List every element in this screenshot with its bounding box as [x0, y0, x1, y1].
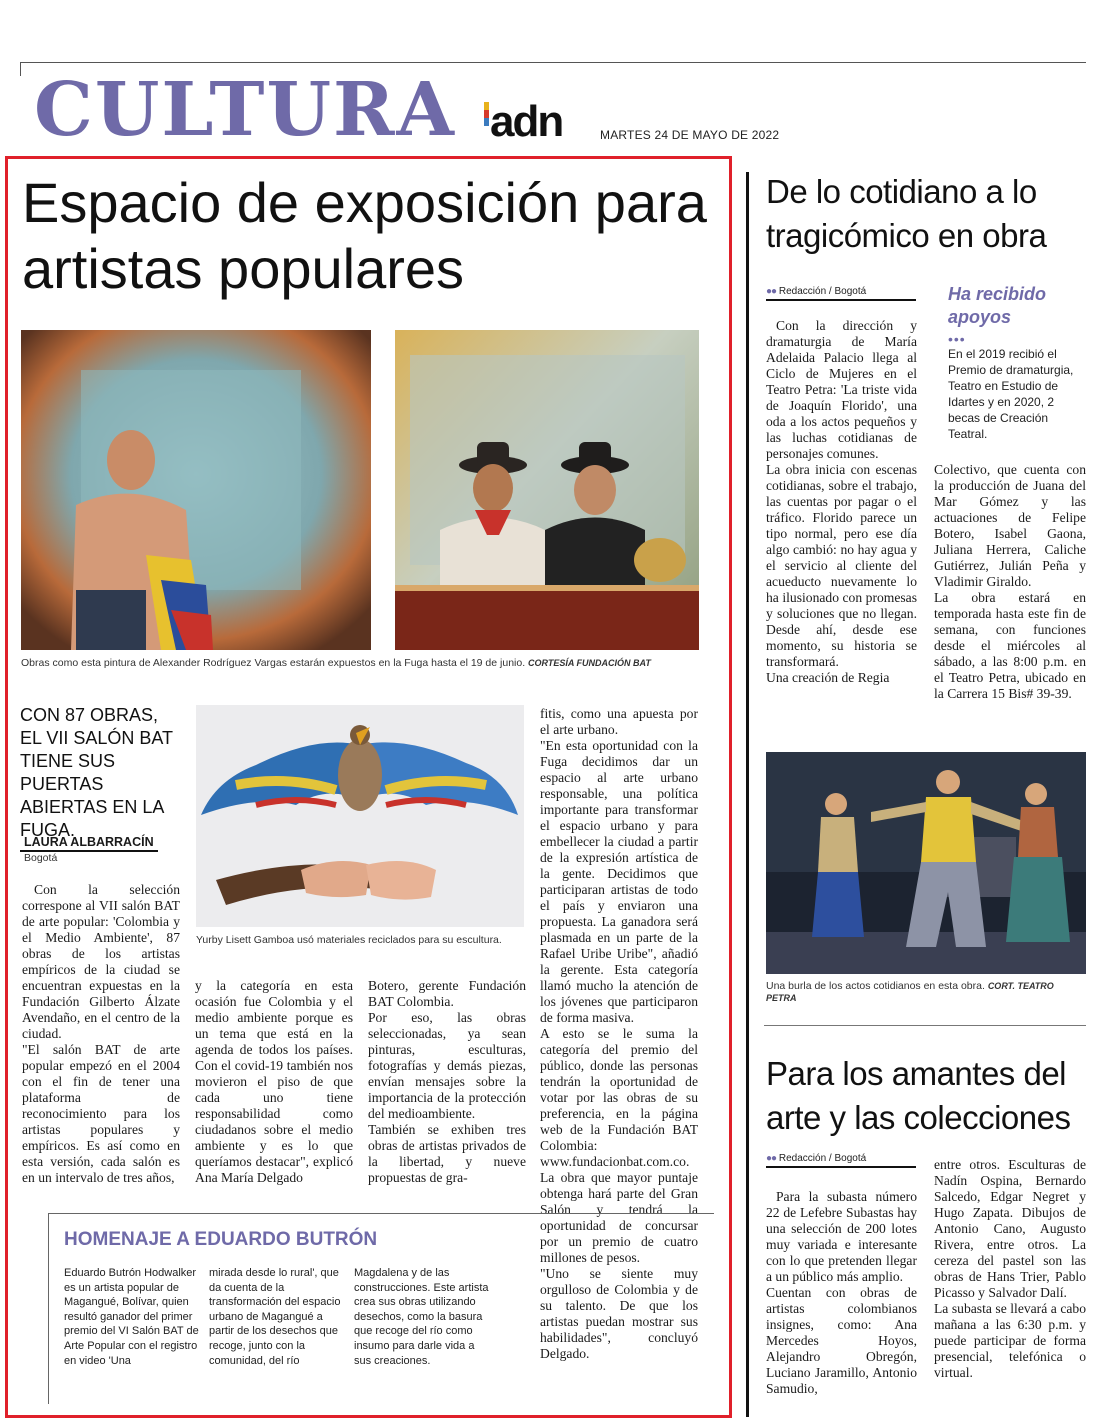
top-rule	[20, 62, 1086, 63]
column-divider	[746, 172, 749, 1417]
theater-column-b: Colectivo, que cuenta con la producción de Juana del Mar Gómez y las actuaciones de Felipe Botero, Isabel Gaona, Juliana Herrera, Caliche Gutiérrez, Julián Peña y Vladimir Giraldo. La obra estará en temporada hasta este fin de semana, con funciones desde el miércoles al sábado, a las 8:00 p.m. en el Teatro Petra, ubicado en la Carrera 15 Bis# 39-39.	[934, 462, 1086, 701]
awards-sidebar-text: En el 2019 recibió el Premio de dramaturgia, Teatro en Estudio de Idartes y en 2020, 2 becas de Creación Teatral.	[948, 347, 1074, 441]
theater-photo	[766, 752, 1086, 974]
article-column-4: fitis, como una apuesta por el arte urbano. "En esta oportunidad con la Fuga decidimos dar un espacio al arte urbano responsable, una política importante para transformar el espacio urbano y para embellecer la ciudad a partir de la expresión artística de la gente. Decidimos que participaran artistas de todo el país y enviaron una propuesta. La ganadora será plasmada en un parte de la Rafael Uribe Uribe", añadió la gerente. Esta categoría llamó mucho la atención de los jóvenes que participaron de forma masiva. A esto se le suma la categoría del premio del público, donde las personas tendrán la oportunidad de votar por las obras de su preferencia, en la página web de la Fundación BAT Colombia: www.fundacionbat.com.co. La obra que mayor puntaje obtenga hará parte del Gran Salón y tendrá la oportunidad de concursar por un premio de cuatro millones de pesos. "Uno se siente muy orgulloso de Colombia y de su talento. De que los artistas puedan mostrar sus habilidades", concluyó Delgado.	[540, 706, 698, 1361]
article-column-2: y la categoría en esta ocasión fue Colombia y el medio ambiente porque es un tema que está en la agenda de todos los países. Con el covid-19 también nos movieron el piso de que cada uno tiene responsabilidad como ciudadanos sobre el medio ambiente y es lo que queríamos destacar", explicó Ana María Delgado	[195, 978, 353, 1185]
byline-dots-icon-2: ●●	[766, 1153, 777, 1164]
top-rule-tick	[20, 62, 21, 76]
theater-caption	[766, 980, 1086, 1004]
theater-headline: De lo cotidiano a lo tragicómico en obra	[766, 173, 1047, 254]
auction-column-b: entre otros. Esculturas de Nadín Ospina, Bernardo Salcedo, Edgar Negret y Hugo Zapata. Dibujos de Antonio Cano, Augusto Rivera, entre otros. La cereza del pastel son las obras de Hans Trier, Pablo Picasso y Salvador Dalí. La subasta se llevará a cabo mañana a las 6:30 p.m. y puede participar de forma presencial, telefónica o virtual.	[934, 1157, 1086, 1380]
byline-dots-icon: ●●	[766, 286, 777, 297]
painting-right-image	[395, 330, 699, 650]
sculpture-photo	[196, 705, 524, 927]
tribute-box-title: HOMENAJE A EDUARDO BUTRÓN	[64, 1229, 378, 1250]
article-column-3: Botero, gerente Fundación BAT Colombia. Por eso, las obras seleccionadas, ya sean pinturas, esculturas, fotografías y demás piezas, envían mensajes sobre la importancia de la protección del medioambiente. También se exhiben tres obras de artistas privados de la libertad, y nueve propuestas de gra-	[368, 978, 526, 1185]
section-title: CULTURA	[34, 67, 456, 153]
tribute-column-2: mirada desde lo rural', que da cuenta de la transformación del espacio urbano de Magangué a partir de los desechos que recoge, junto con la comunidad, del río	[209, 1267, 341, 1367]
sculpture-image	[196, 705, 524, 927]
section-separator	[764, 1025, 1086, 1026]
article-column-1: Con la selección correspone al VII salón BAT de arte popular: 'Colombia y el Medio Ambiente', 87 obras de los artistas empíricos de la ciudad se encuentran expuestas en la Fundación Gilberto Álzate Avendaño, en el centro de la ciudad. "El salón BAT de arte popular empezó en el 2004 con el fin de tener una plataforma de reconocimiento para los artistas populares y empíricos. Es así como en esta versión, cada salón es en un intervalo de tres años,	[22, 882, 180, 1185]
painting-caption	[21, 657, 721, 669]
tribute-column-3: Magdalena y de las construcciones. Este artista crea sus obras utilizando desechos, como la basura que recoge del río como insumo para darle vida a sus creaciones.	[354, 1267, 489, 1367]
sculpture-caption: Yurby Lisett Gamboa usó materiales reciclados para su escultura.	[196, 934, 502, 946]
painting-caption-credit: CORTESÍA FUNDACIÓN BAT	[528, 658, 651, 668]
theater-column-a: Con la dirección y dramaturgia de María Adelaida Palacio llega al Ciclo de Mujeres en el Teatro Petra: 'La triste vida de Joaquín Florido', una oda a los actos pequeños y las luchas cotidianas de personajes comunes. La obra inicia con escenas cotidianas, sobre el trabajo, las cuentas por pagar o el tráfico. Florido parece un tipo normal, pero ese día algo cambió: no hay agua y el servicio al cliente del acueducto nuevamente lo ha ilusionado con promesas y soluciones que no llegan. Desde ahí, desde ese momento, su historia se transformará. Una creación de Regia	[766, 318, 917, 685]
adn-logo	[490, 98, 562, 146]
auction-byline-text: Redacción / Bogotá	[778, 1153, 867, 1164]
awards-sidebar-title: Ha recibido apoyos	[948, 284, 1047, 327]
auction-column-a: Para la subasta número 22 de Lefebre Subastas hay una selección de 200 lotes muy variada e interesante con lo que pretenden llegar a un público más amplio. Cuentan con obras de artistas colombianos insignes, como: Ana Mercedes Hoyos, Alejandro Obregón, Luciano Jaramillo, Antonio Samudio,	[766, 1189, 917, 1396]
painting-caption-text: Obras como esta pintura de Alexander Rodríguez Vargas estarán expuestos en la Fuga hasta el 19 de junio.	[21, 657, 526, 669]
painting-photo-left	[21, 330, 371, 650]
article-headline: Espacio de exposición para artistas populares	[22, 171, 707, 300]
theater-byline-text: Redacción / Bogotá	[778, 286, 867, 297]
theater-caption-text: Una burla de los actos cotidianos en esta obra.	[766, 980, 985, 992]
painting-left-image	[21, 330, 371, 650]
auction-byline	[766, 1153, 916, 1168]
tribute-column-1: Eduardo Butrón Hodwalker es un artista popular de Magangué, Bolívar, quien resultó ganador del primer premio del VI Salón BAT de Arte Popular con el registro en video 'Una	[64, 1267, 199, 1367]
awards-sidebar-dots: •••	[948, 331, 966, 347]
author-location: Bogotá	[24, 852, 58, 864]
theater-byline	[766, 286, 916, 301]
issue-date: MARTES 24 DE MAYO DE 2022	[600, 128, 780, 142]
author-byline: LAURA ALBARRACÍN	[20, 834, 158, 852]
auction-headline: Para los amantes del arte y las colecciones	[766, 1055, 1071, 1136]
painting-photo-right	[395, 330, 699, 650]
theater-caption-credit: CORT. TEATRO PETRA	[766, 981, 1054, 1003]
theater-image	[766, 752, 1086, 974]
logo-color-bar	[484, 102, 489, 126]
article-deck: CON 87 OBRAS, EL VII SALÓN BAT TIENE SUS PUERTAS ABIERTAS EN LA FUGA.	[20, 705, 173, 840]
logo-text: adn	[490, 97, 563, 146]
